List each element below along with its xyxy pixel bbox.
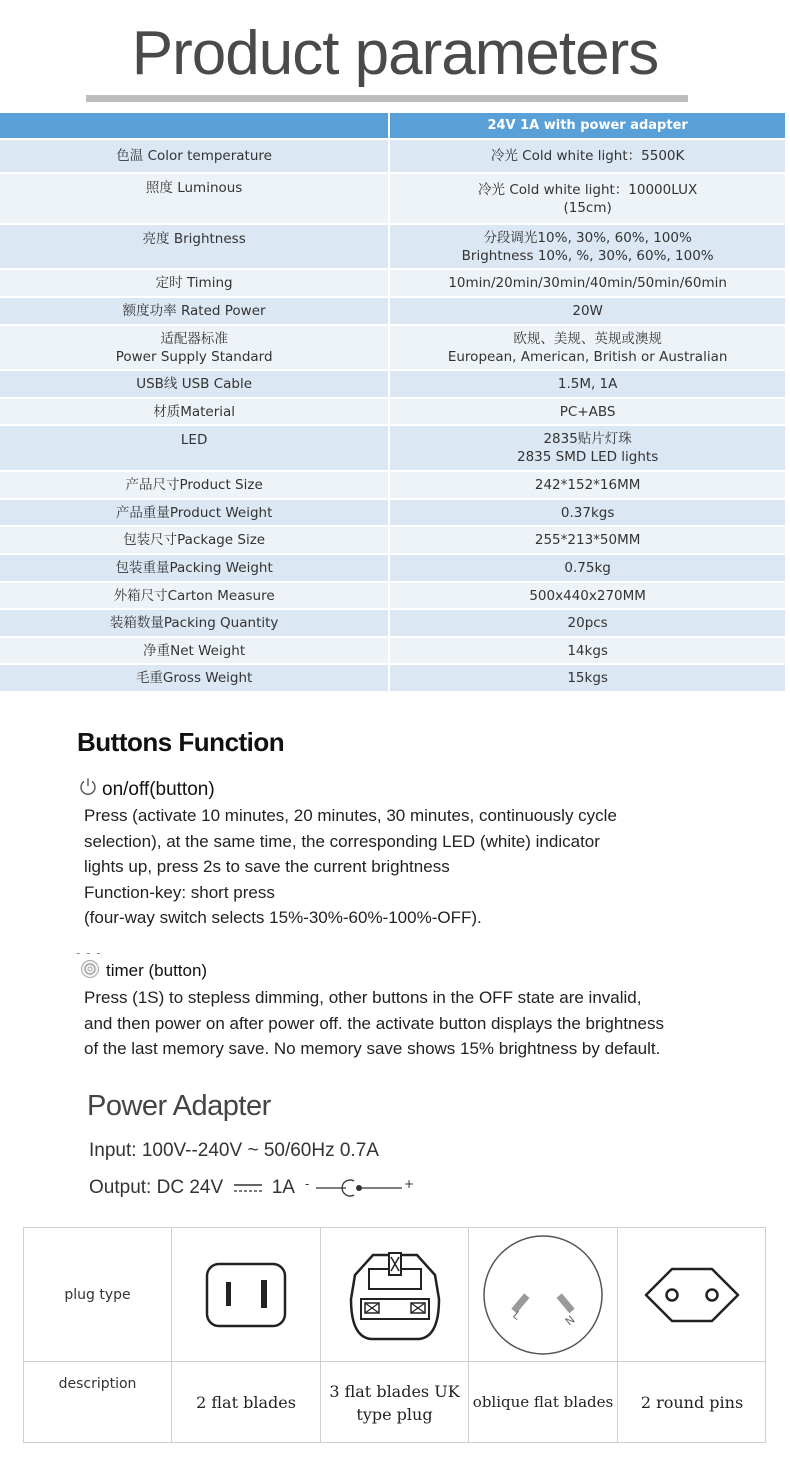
title-underline (86, 95, 688, 102)
spec-name: 色温 Color temperature (0, 139, 389, 173)
spec-name: USB线 USB Cable (0, 370, 389, 398)
spec-name: 额度功率 Rated Power (0, 297, 389, 325)
timer-line: and then power on after power off. the activate button displays the brightness (84, 1013, 664, 1033)
onoff-button-title: on/off(button) (102, 779, 215, 800)
power-adapter-heading: Power Adapter (87, 1090, 271, 1122)
timer-line: of the last memory save. No memory save shows 15% brightness by default. (84, 1039, 661, 1058)
onoff-line: selection), at the same time, the corresponding LED (white) indicator (84, 831, 600, 851)
au-pin-l-label: L (510, 1307, 524, 1322)
spec-value (389, 425, 786, 471)
plug-description: 2 round pins (640, 1393, 744, 1412)
power-icon (78, 777, 98, 797)
plug-description-line1: 3 flat blades UK (329, 1381, 460, 1401)
spec-value-line2: European, American, British or Australian (447, 348, 728, 365)
polarity-symbol-icon (316, 1177, 402, 1199)
spec-value-line1: 2835贴片灯珠 (543, 431, 632, 447)
table-row (0, 269, 786, 297)
spec-value: 20pcs (389, 609, 786, 637)
plug-description-label-cell (24, 1362, 172, 1443)
plug-type-table (23, 1227, 766, 1443)
spec-name: 材质Material (0, 398, 389, 425)
eu-plug-icon (642, 1265, 742, 1325)
table-row (0, 325, 786, 370)
adapter-output-suffix: 1A (271, 1177, 295, 1198)
spec-name: 净重Net Weight (0, 637, 389, 664)
table-row (0, 499, 786, 526)
spec-name-line2: Power Supply Standard (115, 348, 273, 365)
spec-value-line2: Brightness 10%, %, 30%, 60%, 100% (461, 247, 714, 264)
polarity-plus: + (404, 1177, 415, 1191)
spec-value-line2: (15cm) (563, 199, 612, 216)
plug-description-line2: type plug (356, 1404, 433, 1424)
spec-header-row (0, 113, 786, 139)
spec-value: 15kgs (389, 664, 786, 692)
spec-value: 1.5M, 1A (389, 370, 786, 398)
spec-value (389, 173, 786, 224)
spec-table (0, 113, 787, 693)
table-row (0, 297, 786, 325)
spec-value-line1: 欧规、美规、英规或澳规 (513, 330, 662, 347)
spec-name: 照度 Luminous (0, 173, 389, 224)
spec-value: 冷光 Cold white light：5500K (389, 139, 786, 173)
plug-image-cell (172, 1228, 321, 1362)
table-row (0, 425, 786, 471)
description-label: description (58, 1376, 137, 1392)
au-pin-n-label: N (562, 1312, 578, 1328)
spec-value: 10min/20min/30min/40min/50min/60min (389, 269, 786, 297)
spec-name: LED (0, 425, 389, 471)
onoff-line: Function-key: short press (84, 882, 275, 902)
plug-description (329, 1380, 459, 1426)
buttons-function-heading: Buttons Function (77, 727, 285, 757)
spec-value: 0.37kgs (389, 499, 786, 526)
spec-name-line1: 适配器标准 (160, 330, 228, 347)
spec-name: 毛重Gross Weight (0, 664, 389, 692)
table-row (0, 637, 786, 664)
us-plug-icon (203, 1260, 289, 1330)
table-row (0, 526, 786, 554)
spec-name (0, 325, 389, 370)
plug-type-label-cell (24, 1228, 172, 1362)
spec-value: PC+ABS (389, 398, 786, 425)
spec-value: 255*213*50MM (389, 526, 786, 554)
plug-type-label: plug type (64, 1286, 131, 1303)
spec-value (389, 325, 786, 370)
table-row (0, 370, 786, 398)
plug-description: oblique flat blades (472, 1393, 614, 1411)
dc-symbol-icon (233, 1181, 263, 1195)
spec-value-line1: 分段调光10%, 30%, 60%, 100% (483, 229, 692, 246)
plug-image-cell (469, 1228, 618, 1362)
plug-image-cell (618, 1228, 766, 1362)
plug-image-cell (321, 1228, 469, 1362)
adapter-input: Input: 100V--240V ~ 50/60Hz 0.7A (89, 1140, 379, 1161)
dashed-separator: - - - (76, 946, 102, 960)
plug-description: 2 flat blades (196, 1393, 296, 1412)
timer-button-title: timer (button) (106, 961, 208, 980)
table-row (0, 398, 786, 425)
spec-header-label: 24V 1A with power adapter (389, 113, 786, 139)
spec-name: 包装重量Packing Weight (0, 554, 389, 582)
spec-value: 500x440x270MM (389, 582, 786, 609)
spec-name: 外箱尺寸Carton Measure (0, 582, 389, 609)
table-row (0, 582, 786, 609)
spec-value: 14kgs (389, 637, 786, 664)
spec-value: 242*152*16MM (389, 471, 786, 499)
spec-name: 装箱数量Packing Quantity (0, 609, 389, 637)
table-row (0, 471, 786, 499)
spec-value-line2: 2835 SMD LED lights (517, 449, 659, 465)
spec-name: 产品尺寸Product Size (0, 471, 389, 499)
au-plug-icon (481, 1233, 605, 1357)
table-row (0, 139, 786, 173)
timer-line: Press (1S) to stepless dimming, other buttons in the OFF state are invalid, (84, 988, 642, 1007)
spec-name: 产品重量Product Weight (0, 499, 389, 526)
spec-name: 定时 Timing (0, 269, 389, 297)
adapter-output (89, 1177, 295, 1199)
timer-description (84, 985, 664, 1062)
spec-value: 0.75kg (389, 554, 786, 582)
table-row (0, 224, 786, 269)
plug-description-cell (172, 1362, 321, 1443)
table-row (0, 173, 786, 224)
spec-name: 包装尺寸Package Size (0, 526, 389, 554)
spec-value: 20W (389, 297, 786, 325)
table-row (0, 609, 786, 637)
table-row (0, 664, 786, 692)
plug-description-cell (469, 1362, 618, 1443)
plug-description-cell (321, 1362, 469, 1443)
onoff-description (84, 803, 617, 931)
adapter-output-prefix: Output: DC 24V (89, 1177, 224, 1198)
spec-name: 亮度 Brightness (0, 224, 389, 269)
onoff-line: lights up, press 2s to save the current brightness (84, 857, 450, 876)
page-title: Product parameters (131, 19, 659, 88)
spec-header-empty (0, 113, 389, 139)
onoff-line: (four-way switch selects 15%-30%-60%-100%-OFF). (84, 908, 482, 927)
table-row (0, 554, 786, 582)
spec-value-line1: 冷光 Cold white light：10000LUX (478, 181, 698, 198)
spec-value (389, 224, 786, 269)
onoff-line: Press (activate 10 minutes, 20 minutes, 30 minutes, continuously cycle (84, 806, 617, 825)
timer-icon (80, 959, 100, 979)
plug-description-cell (618, 1362, 766, 1443)
polarity-minus: - (305, 1177, 310, 1191)
uk-plug-icon (343, 1247, 447, 1343)
